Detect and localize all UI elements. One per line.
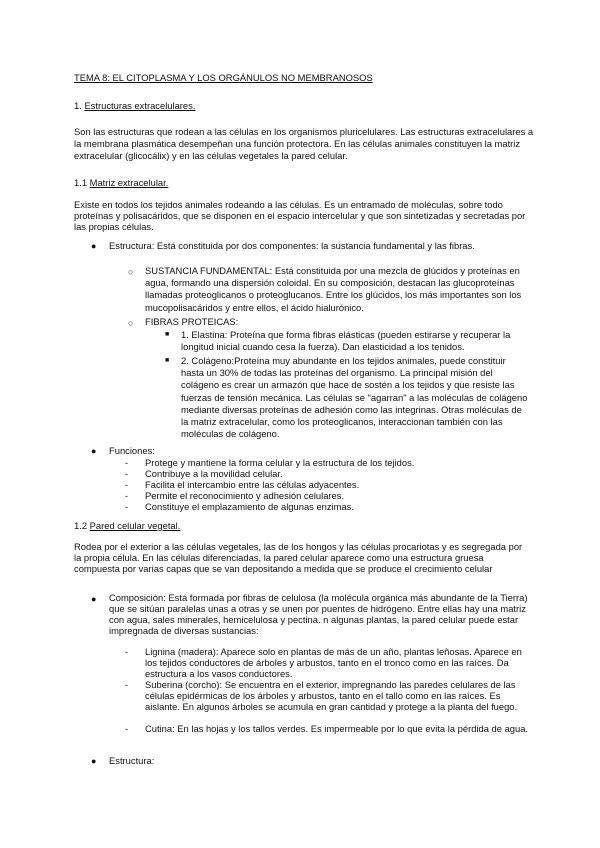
circle-marker: ○: [128, 318, 134, 328]
section-1-1-intro: Existe en todos los tejidos animales rodeando a las células. Es un entramado de moléculas, sobre todo proteínas y polisacáridos, que se disponen en el espacio intercelular y que son sintetizadas y secretadas por las propias células.: [74, 199, 526, 232]
cutina-item: Cutina: En las hojas y los tallos verdes. Es impermeable por lo que evita la pérdida de agua.: [145, 723, 529, 734]
section-1-heading: [74, 100, 195, 112]
dash-marker: -: [125, 480, 128, 490]
section-1-title: Estructuras extracelulares.: [84, 100, 196, 111]
colageno-item: 2. Colágeno:Proteína muy abundante en los tejidos animales, puede constituir hasta un 30% de todas las proteínas del organismo. La principal misión del colágeno es crear un armazón que hace de sostén a los tejidos y que resiste las fuerzas de tensión mecánica. Las células se "agarran" a las moléculas de colágeno mediante diversas proteínas de adhesión como las integrinas. Otras moléculas de la matriz extracelular, como los proteoglicanos, interaccionan también con las moléculas de colágeno.: [181, 355, 528, 440]
dash-marker: -: [125, 469, 128, 479]
section-1-2-intro: Rodea por el exterior a las células vegetales, las de los hongos y las células procariotas y es segregada por la propia célula. En las células diferenciadas, la pared celular aparece como una estructura gruesa compuesta por varias capas que se van depositando a medida que se produce el crecimiento celular: [74, 541, 523, 574]
square-marker: ■: [165, 357, 170, 364]
dash-marker: -: [125, 724, 128, 734]
estructura-label: Estructura:: [109, 755, 155, 766]
funcion-item: Constituye el emplazamiento de algunas enzimas.: [145, 501, 354, 512]
bullet-marker: ●: [91, 756, 97, 766]
elastina-item: 1. Elastina: Proteína que forma fibras elásticas (pueden estirarse y recuperar la longitud inicial cuando cesa la fuerza). Dan elasticidad a los tenidos.: [181, 329, 511, 353]
section-1-intro: Son las estructuras que rodean a las células en los organismos pluricelulares. Las estructuras extracelulares a la membrana plasmática desempeñan una función protectora. En las células animales constituyen la matriz extracelular (glicocálix) y en las células vegetales la pared celular.: [74, 126, 534, 162]
lignina-item: Lignina (madera): Aparece solo en plantas de más de un año, plantas leñosas. Aparece en los tejidos conductores de árboles y arbustos, tanto en el tronco como en las raíces. Da estructura a los vasos conductores.: [145, 646, 522, 679]
sustancia-fundamental-item: SUSTANCIA FUNDAMENTAL: Está constituida por una mezcla de glúcidos y proteínas en agua, formando una dispersión coloidal. En su composición, destacan las glucoproteínas llamadas proteoglicanos o proteoglucanos. Entre los glúcidos, los más importantes son los mucopolisacáridos y entre ellos, el ácido hialurónico.: [145, 265, 522, 313]
section-1-1-title: Matriz extracelular.: [89, 177, 169, 188]
funcion-item: Permite el reconocimiento y adhesión celulares.: [145, 490, 345, 501]
dash-marker: -: [125, 680, 128, 690]
funcion-item: Protege y mantiene la forma celular y la estructura de los tejidos.: [145, 457, 415, 468]
section-1-number: 1.: [74, 100, 82, 111]
bullet-marker: ●: [91, 446, 97, 456]
section-1-2-number: 1.2: [74, 520, 88, 531]
funcion-item: Contribuye a la movilidad celular.: [145, 468, 283, 479]
estructura-item: Estructura: Está constituida por dos componentes: la sustancia fundamental y las fibras.: [109, 240, 475, 251]
section-1-1-number: 1.1: [74, 177, 88, 188]
section-1-2-heading: [74, 520, 180, 532]
fibras-proteicas-item: FIBRAS PROTEICAS:: [145, 316, 239, 327]
page-title: TEMA 8: EL CITOPLASMA Y LOS ORGÁNULOS NO MEMBRANOSOS: [74, 72, 373, 83]
section-1-1-heading: [74, 177, 168, 189]
funciones-label: Funciones:: [109, 445, 155, 456]
dash-marker: -: [125, 502, 128, 512]
composicion-item: Composición: Está formada por fibras de celulosa (la molécula orgánica más abundante de la Tierra) que se sitúan paralelas unas a otras y se unen por puentes de hidrógeno. Entre ellas hay una matriz con agua, sales minerales, hemicelulosa y pectina. n algunas plantas, la pared celular puede estar impregnada de diversas sustancias:: [109, 592, 528, 636]
dash-marker: -: [125, 647, 128, 657]
funcion-item: Facilita el intercambio entre las células adyacentes.: [145, 479, 360, 490]
suberina-item: Suberina (corcho): Se encuentra en el exterior, impregnando las paredes celulares de las células epidérmicas de los árboles y arbustos, tanto en el tallo como en las raíces. Es aislante. En algunos árboles se acumula en gran cantidad y protege a la planta del fuego.: [145, 679, 518, 712]
bullet-marker: ●: [91, 241, 97, 251]
dash-marker: -: [125, 491, 128, 501]
bullet-marker: ●: [91, 594, 97, 604]
square-marker: ■: [165, 331, 170, 338]
circle-marker: ○: [128, 267, 134, 277]
dash-marker: -: [125, 458, 128, 468]
section-1-2-title: Pared celular vegetal.: [89, 520, 181, 531]
